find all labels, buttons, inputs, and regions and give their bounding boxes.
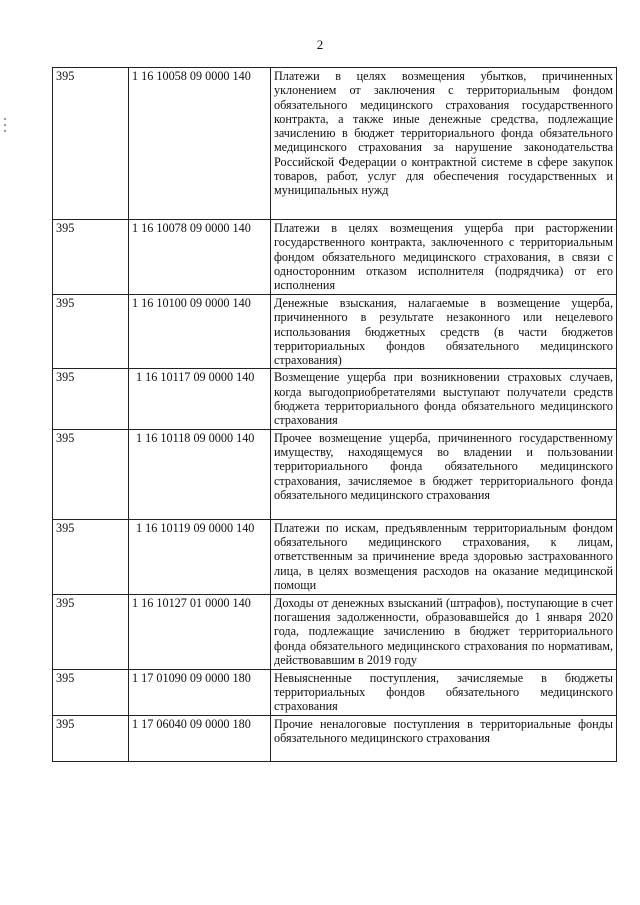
admin-code-cell: 395 xyxy=(53,429,129,519)
margin-mark xyxy=(4,124,6,126)
description-cell: Денежные взыскания, налагаемые в возмещение ущерба, причиненного в результате незаконного или нецелевого использования бюджетных средств (в части бюджетов территориальных фондов обязательного медицинского страхования) xyxy=(271,295,617,369)
table-row xyxy=(53,669,617,715)
admin-code-cell: 395 xyxy=(53,519,129,594)
admin-code-cell: 395 xyxy=(53,669,129,715)
admin-code-cell: 395 xyxy=(53,68,129,220)
admin-code-cell: 395 xyxy=(53,220,129,295)
admin-code-cell: 395 xyxy=(53,295,129,369)
revenue-codes-table xyxy=(52,67,617,762)
table-row xyxy=(53,519,617,594)
revenue-code-cell: 1 16 10058 09 0000 140 xyxy=(129,68,271,220)
revenue-code-cell: 1 17 01090 09 0000 180 xyxy=(129,669,271,715)
revenue-code-cell: 1 16 10119 09 0000 140 xyxy=(129,519,271,594)
revenue-code-cell: 1 17 06040 09 0000 180 xyxy=(129,715,271,761)
admin-code-cell: 395 xyxy=(53,594,129,669)
description-cell: Платежи в целях возмещения убытков, причиненных уклонением от заключения с территориальным фондом обязательного медицинского страхования государственного контракта, а также иные денежные средства, подлежащие зачислению в бюджет территориального фонда обязательного медицинского страхования за нарушение законодательства Российской Федерации о контрактной системе в сфере закупок товаров, работ, услуг для обеспечения государственных и муниципальных нужд xyxy=(271,68,617,220)
description-cell: Доходы от денежных взысканий (штрафов), поступающие в счет погашения задолженности, образовавшейся до 1 января 2020 года, подлежащие зачислению в бюджет территориального фонда обязательного медицинского страхования по нормативам, действовавшим в 2019 году xyxy=(271,594,617,669)
table-body xyxy=(53,68,617,762)
description-cell: Прочие неналоговые поступления в территориальные фонды обязательного медицинского страхования xyxy=(271,715,617,761)
table-row xyxy=(53,68,617,220)
revenue-code-cell: 1 16 10117 09 0000 140 xyxy=(129,369,271,429)
description-cell: Возмещение ущерба при возникновении страховых случаев, когда выгодоприобретателями выступают получатели средств бюджета территориального фонда обязательного медицинского страхования xyxy=(271,369,617,429)
description-cell: Платежи в целях возмещения ущерба при расторжении государственного контракта, заключенного с территориальным фондом обязательного медицинского страхования, в связи с односторонним отказом исполнителя (подрядчика) от его исполнения xyxy=(271,220,617,295)
margin-mark xyxy=(4,130,6,132)
description-cell: Невыясненные поступления, зачисляемые в бюджеты территориальных фондов обязательного медицинского страхования xyxy=(271,669,617,715)
revenue-code-cell: 1 16 10127 01 0000 140 xyxy=(129,594,271,669)
revenue-code-cell: 1 16 10118 09 0000 140 xyxy=(129,429,271,519)
admin-code-cell: 395 xyxy=(53,369,129,429)
description-cell: Прочее возмещение ущерба, причиненного государственному имуществу, находящемуся во владении и пользовании территориального фонда обязательного медицинского страхования, зачисляемое в бюджет территориального фонда обязательного медицинского страхования xyxy=(271,429,617,519)
description-cell: Платежи по искам, предъявленным территориальным фондом обязательного медицинского страхования, к лицам, ответственным за причинение вреда здоровью застрахованного лица, в целях возмещения расходов на оказание медицинской помощи xyxy=(271,519,617,594)
table-row xyxy=(53,295,617,369)
table-row xyxy=(53,715,617,761)
revenue-code-cell: 1 16 10078 09 0000 140 xyxy=(129,220,271,295)
table-row xyxy=(53,220,617,295)
table-row xyxy=(53,594,617,669)
page-number: 2 xyxy=(316,37,324,52)
margin-mark xyxy=(4,118,6,120)
revenue-code-cell: 1 16 10100 09 0000 140 xyxy=(129,295,271,369)
table-row xyxy=(53,369,617,429)
table-row xyxy=(53,429,617,519)
admin-code-cell: 395 xyxy=(53,715,129,761)
